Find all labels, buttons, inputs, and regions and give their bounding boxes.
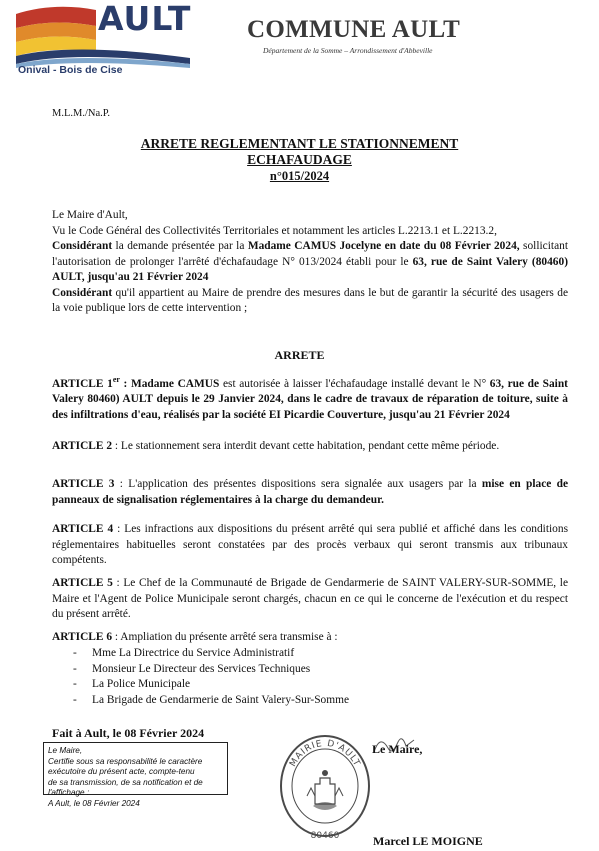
article-4: ARTICLE 4 : Les infractions aux dispositions du présent arrêté qui sera publié et affiché dans les conditions réglementaires habituelles seront constatées par des procès verbaux qui seront transmis aux tribunaux compétents. xyxy=(52,523,569,566)
seal-top-text: MAIRIE D'AULT xyxy=(288,738,362,769)
cert-line: l'affichage : xyxy=(48,788,90,798)
considerant-paragraph-2: Considérant qu'il appartient au Maire de prendre des mesures dans le but de garantir la sécurité des usagers de la voie publique lors de cette intervention ; xyxy=(52,286,568,314)
article-3: ARTICLE 3 : L'application des présentes dispositions sera signalée aux usagers par la mise en place de panneaux de signalisation réglementaires à la charge du demandeur. xyxy=(52,478,568,506)
reference-code: M.L.M./Na.P. xyxy=(52,108,111,119)
article-5: ARTICLE 5 : Le Chef de la Communauté de Brigade de Gendarmerie de SAINT VALERY-SUR-SOMME, le Maire et l'Agent de Police Municipale seront chargés, chacun en ce qui le concerne de l'exécution et du respect du présent arrêté. xyxy=(52,577,568,620)
vu-paragraph: Vu le Code Général des Collectivités Territoriales et notamment les articles L.2213.1 et L.2213.2, xyxy=(52,224,497,237)
decree-title-line1: ARRETE REGLEMENTANT LE STATIONNEMENT xyxy=(140,136,459,151)
seal-icon xyxy=(277,726,373,842)
svg-text:MAIRIE D'AULT xyxy=(288,739,362,769)
cert-line: exécutoire du présent acte, compte-tenu xyxy=(48,767,195,777)
list-item: - La Brigade de Gendarmerie de Saint Valery-Sur-Somme xyxy=(73,693,350,706)
article-6: ARTICLE 6 : Ampliation du présente arrêté sera transmise à : xyxy=(52,631,338,643)
commune-subtitle: Département de la Somme – Arrondissement d'Abbeville xyxy=(263,46,433,55)
cert-line: A Ault, le 08 Février 2024 xyxy=(48,798,140,808)
signed-place-date: Fait à Ault, le 08 Février 2024 xyxy=(52,726,205,740)
arrete-heading: ARRETE xyxy=(274,348,325,362)
maire-line: Le Maire d'Ault, xyxy=(52,209,128,221)
considerant-paragraph-1: Considérant la demande présentée par la Madame CAMUS Jocelyne en date du 08 Février 2024, sollicitant l'autorisation de prolonger l'arrêté d'échafaudage N° 013/2024 établi pour le 63, rue de Saint Valery (80460) AULT, jusqu'au 21 Février 2024 xyxy=(52,240,568,283)
distribution-list xyxy=(52,646,568,708)
list-item: - Monsieur Le Directeur des Services Techniques xyxy=(73,662,311,675)
logo-wordmark: AULT xyxy=(98,0,192,38)
cert-line: Certifie sous sa responsabilité le caractère xyxy=(48,756,203,766)
list-item: - Mme La Directrice du Service Administratif xyxy=(73,647,295,659)
decree-title-line2: ECHAFAUDAGE xyxy=(247,152,352,167)
mairie-seal-stamp xyxy=(277,726,373,842)
mayor-title: Le Maire, xyxy=(372,742,423,756)
preamble xyxy=(52,208,568,317)
list-item: - La Police Municipale xyxy=(73,678,191,690)
article-2: ARTICLE 2 : Le stationnement sera interdit devant cette habitation, pendant cette même période. xyxy=(52,440,500,452)
logo-tagline: Onival - Bois de Cise xyxy=(18,64,123,76)
seal-bottom-text: 80460 xyxy=(310,831,340,841)
commune-title: COMMUNE AULT xyxy=(247,16,461,43)
decree-number: n°015/2024 xyxy=(269,169,330,183)
article-1: ARTICLE 1er : Madame CAMUS est autorisée à laisser l'échafaudage installé devant le N° 63, rue de Saint Valery 80460) AULT depuis le 29 Janvier 2024, dans le cadre de travaux de réparation de toiture, suite à des infiltrations d'eau, réalisés par la société EI Picardie Couverture, jusqu'au 21 Février 2024 xyxy=(52,375,568,421)
mayor-name: Marcel LE MOIGNE xyxy=(373,834,483,848)
cert-line: Le Maire, xyxy=(48,746,83,755)
cert-line: de sa transmission, de sa notification et de xyxy=(48,777,203,787)
certification-box xyxy=(43,742,228,808)
